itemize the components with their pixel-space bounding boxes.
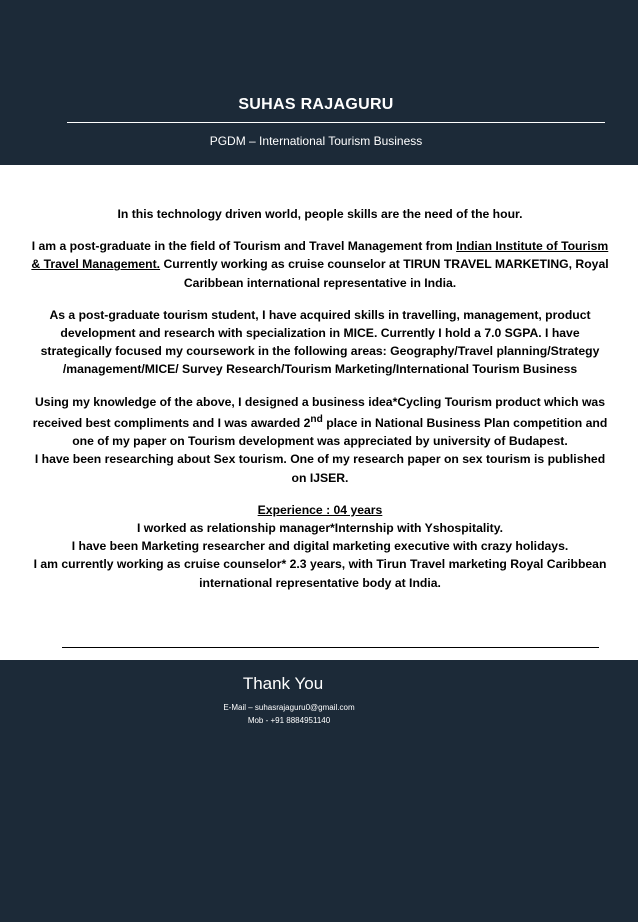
header-divider <box>67 122 605 123</box>
phone-text: Mob - +91 8884951140 <box>247 716 331 725</box>
award-suffix: place in National Business Plan competition and one of my paper on Tourism development was appreciated by university of Budapest. <box>72 415 608 449</box>
experience-line-1: I worked as relationship manager*Internship with Yshospitality. <box>137 520 503 535</box>
research-paragraph: I have been researching about Sex tourism. One of my research paper on sex tourism is published on IJSER. <box>34 452 606 485</box>
summary-content <box>30 205 610 592</box>
award-prefix: Using my knowledge of the above, I designed a business idea*Cycling Tourism product which was received best compliments and I was awarded 2 <box>32 394 605 430</box>
experience-line-3: I am currently working as cruise counselor* 2.3 years, with Tirun Travel marketing Royal Caribbean international representative body at India. <box>33 557 607 590</box>
footer-band <box>0 660 638 922</box>
award-superscript: nd <box>310 413 323 425</box>
skills-paragraph: As a post-graduate tourism student, I have acquired skills in travelling, management, product development and research with specialization in MICE. Currently I hold a 7.0 SGPA. I have strategically focused my coursework in the following areas: Geography/Travel planning/Strategy /management/MICE/ Survey Research/Tourism Marketing/International Tourism Business <box>40 307 600 377</box>
thank-you-heading: Thank You <box>242 674 324 693</box>
email-text: E-Mail – suhasrajaguru0@gmail.com <box>223 703 355 712</box>
education-prefix: I am a post-graduate in the field of Tourism and Travel Management from <box>31 239 457 254</box>
content-divider <box>62 647 599 648</box>
header-band <box>0 0 638 165</box>
institute-name: Indian Institute of Tourism & Travel Management. <box>31 239 609 272</box>
degree-subtitle: PGDM – International Tourism Business <box>209 134 423 148</box>
award-paragraph <box>30 393 610 451</box>
intro-text: In this technology driven world, people skills are the need of the hour. <box>117 207 523 221</box>
education-suffix: Currently working as cruise counselor at TIRUN TRAVEL MARKETING, Royal Caribbean international representative in India. <box>160 257 609 290</box>
content-panel <box>0 165 638 660</box>
education-paragraph <box>30 237 610 292</box>
person-name: SUHAS RAJAGURU <box>238 96 394 113</box>
experience-line-2: I have been Marketing researcher and digital marketing executive with crazy holidays. <box>71 539 569 554</box>
experience-heading: Experience : 04 years <box>257 502 383 517</box>
